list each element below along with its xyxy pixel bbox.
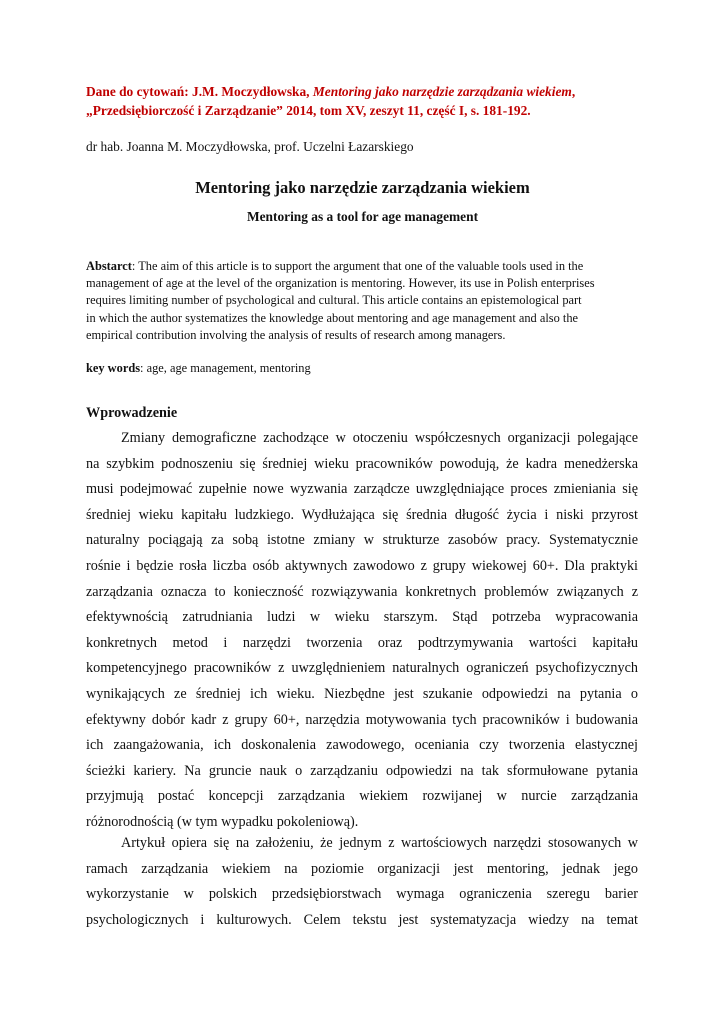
citation-rest: , „Przedsiębiorczość i Zarządzanie” 2014, tom XV, zeszyt 11, część I, s. 181-192.	[86, 84, 576, 118]
paragraph-line: zarządzania oznacza to konieczność rozwiązywania konkretnych problemów związanych z	[86, 583, 638, 600]
paragraph-line: kompetencyjnego pracowników z uwzględnieniem naturalnych ograniczeń psychofizycznych	[86, 660, 638, 677]
paragraph-line: konkretnych metod i narzędzi tworzenia oraz podtrzymywania wartości kapitału	[86, 634, 638, 651]
paragraph-line: różnorodnością (w tym wypadku pokoleniową).	[86, 813, 359, 830]
citation-prefix: Dane do cytowań: J.M. Moczydłowska,	[86, 84, 313, 99]
keywords-label: key words	[86, 361, 141, 375]
section-heading: Wprowadzenie	[86, 405, 178, 421]
paragraph-line: ich zaangażowania, ich doskonalenia zawodowego, oceniania czy tworzenia elastycznej	[86, 737, 638, 754]
paragraph-line: rośnie i będzie rosła liczba osób aktywnych zawodowo z grupy wiekowej 60+. Dla praktyki	[86, 557, 638, 574]
paragraph-2	[86, 833, 638, 935]
abstract-text: : The aim of this article is to support the argument that one of the valuable tools used in the management of age at the level of the organization is mentoring. However, its use in Polish enterprises requires limiting number of psychological and cultural. This article contains an epistemological part in which the author systematizes the knowledge about mentoring and age management and also the empirical contribution involving the analysis of results of research among managers.	[86, 259, 595, 342]
paragraph-line: Zmiany demograficzne zachodzące w otoczeniu współczesnych organizacji polegające	[121, 430, 638, 446]
author-line: dr hab. Joanna M. Moczydłowska, prof. Uczelni Łazarskiego	[86, 139, 414, 154]
paragraph-line: wynikających ze średniej ich wieku. Niezbędne jest szukanie odpowiedzi na pytania o	[86, 685, 638, 702]
paragraph-line: naturalny pociągają za sobą istotne zmiany w strukturze zasobów pracy. Systematycznie	[86, 532, 638, 549]
paragraph-1	[86, 428, 638, 838]
paragraph-line: na szybkim podnoszeniu się średniej wieku pracowników powodują, że kadra menedżerska	[86, 455, 638, 472]
paragraph-line: ścieżki kariery. Na gruncie nauk o zarządzaniu odpowiedzi na tak sformułowane pytania	[86, 762, 638, 779]
paragraph-line: psychologicznych i kulturowych. Celem tekstu jest systematyzacja wiedzy na temat	[86, 911, 638, 928]
keywords-text: : age, age management, mentoring	[140, 361, 311, 375]
paragraph-line: efektywny dobór kadr z grupy 60+, narzędzia motywowania tych pracowników i budowania	[86, 711, 638, 728]
paragraph-line: przyjmują postać koncepcji zarządzania wiekiem rozwijanej w nurcie zarządzania	[86, 788, 638, 805]
paragraph-line: efektywnością zatrudniania ludzi w wieku starszym. Stąd potrzeba wypracowania	[86, 609, 638, 626]
paragraph-line: ramach zarządzania wiekiem na poziomie organizacji jest mentoring, jednak jego	[86, 860, 638, 877]
abstract-label: Abstarct	[86, 259, 132, 273]
paragraph-line: średniej wieku kapitału ludzkiego. Wydłużająca się średnia długość życia i niski przyrost	[86, 506, 638, 523]
paragraph-line: Artykuł opiera się na założeniu, że jednym z wartościowych narzędzi stosowanych w	[121, 835, 638, 851]
paragraph-line: musi podejmować zupełnie nowe wyzwania zarządcze uwzględniające proces zmieniania się	[86, 481, 638, 498]
citation-note	[86, 82, 646, 120]
abstract	[86, 258, 638, 344]
paragraph-line: wykorzystanie w polskich przedsiębiorstwach wymaga ograniczenia szeregu barier	[86, 886, 638, 903]
keywords	[86, 360, 311, 377]
citation-title: Mentoring jako narzędzie zarządzania wiekiem	[312, 84, 572, 99]
article-subtitle: Mentoring as a tool for age management	[246, 209, 479, 224]
article-title: Mentoring jako narzędzie zarządzania wiekiem	[195, 178, 530, 197]
